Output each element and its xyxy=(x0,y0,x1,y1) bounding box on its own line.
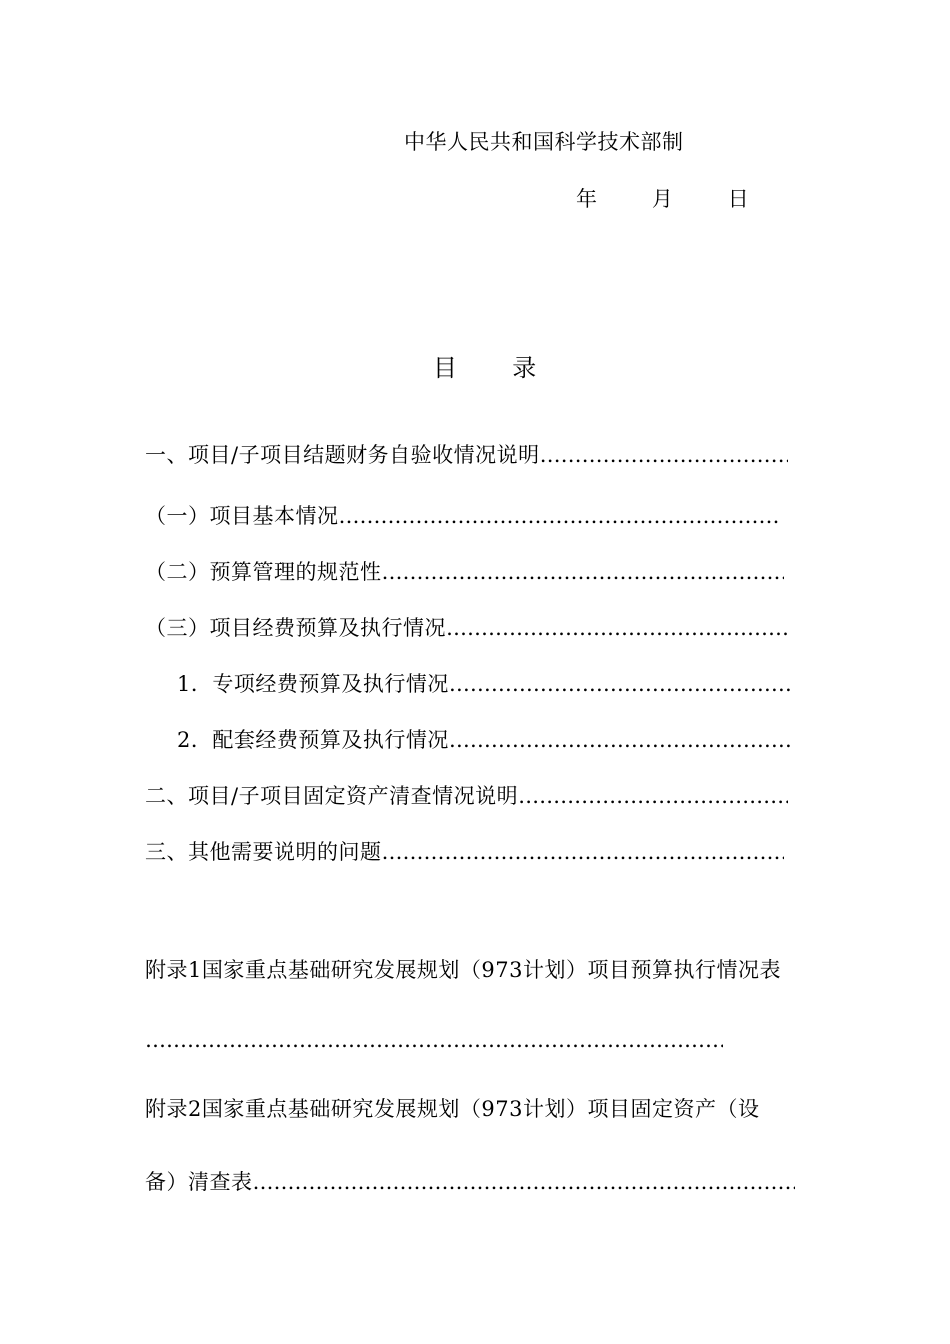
date-line xyxy=(576,185,749,213)
date-year: 年 xyxy=(576,187,598,211)
toc-entry xyxy=(145,838,784,866)
toc-entry-label: （一）项目基本情况 xyxy=(145,504,339,528)
toc-entry-label: 一、项目/子项目结题财务自验收情况说明 xyxy=(145,443,540,467)
toc-entry-label: （三）项目经费预算及执行情况 xyxy=(145,616,446,640)
toc-entry xyxy=(145,782,788,810)
toc-entry-label: 二、项目/子项目固定资产清查情况说明 xyxy=(145,784,519,808)
toc-leader-dots xyxy=(145,1026,723,1054)
toc-leader-dots xyxy=(382,558,784,586)
issuer-line: 中华人民共和国科学技术部制 xyxy=(404,130,684,154)
appendix-1-leader xyxy=(145,1026,723,1054)
date-day: 日 xyxy=(727,187,750,211)
toc-entry-label: 三、其他需要说明的问题 xyxy=(145,840,382,864)
toc-entry-label: （二）预算管理的规范性 xyxy=(145,560,382,584)
appendix-1-title: 附录1国家重点基础研究发展规划（973计划）项目预算执行情况表 xyxy=(145,958,781,982)
toc-title-char: 录 xyxy=(512,354,537,382)
toc-entry-label: 1．专项经费预算及执行情况 xyxy=(177,672,449,696)
date-month: 月 xyxy=(651,187,674,211)
appendix-2-continuation xyxy=(145,1168,795,1196)
toc-entry xyxy=(177,726,793,754)
toc-leader-dots xyxy=(449,670,793,698)
appendix-2-title: 附录2国家重点基础研究发展规划（973计划）项目固定资产（设 xyxy=(145,1097,760,1121)
toc-leader-dots xyxy=(518,782,788,810)
toc-entry xyxy=(145,502,779,530)
toc-entry xyxy=(177,670,793,698)
toc-leader-dots xyxy=(382,838,784,866)
toc-leader-dots xyxy=(253,1168,795,1196)
toc-entry-label: 备）清查表 xyxy=(145,1170,253,1194)
toc-title xyxy=(433,353,536,383)
toc-title-char: 目 xyxy=(433,354,457,382)
toc-entry xyxy=(145,614,790,642)
toc-leader-dots xyxy=(339,502,779,530)
toc-entry xyxy=(145,441,788,469)
toc-entry-label: 2．配套经费预算及执行情况 xyxy=(177,728,449,752)
toc-leader-dots xyxy=(449,726,793,754)
toc-leader-dots xyxy=(540,441,788,469)
toc-entry xyxy=(145,558,784,586)
toc-leader-dots xyxy=(446,614,790,642)
